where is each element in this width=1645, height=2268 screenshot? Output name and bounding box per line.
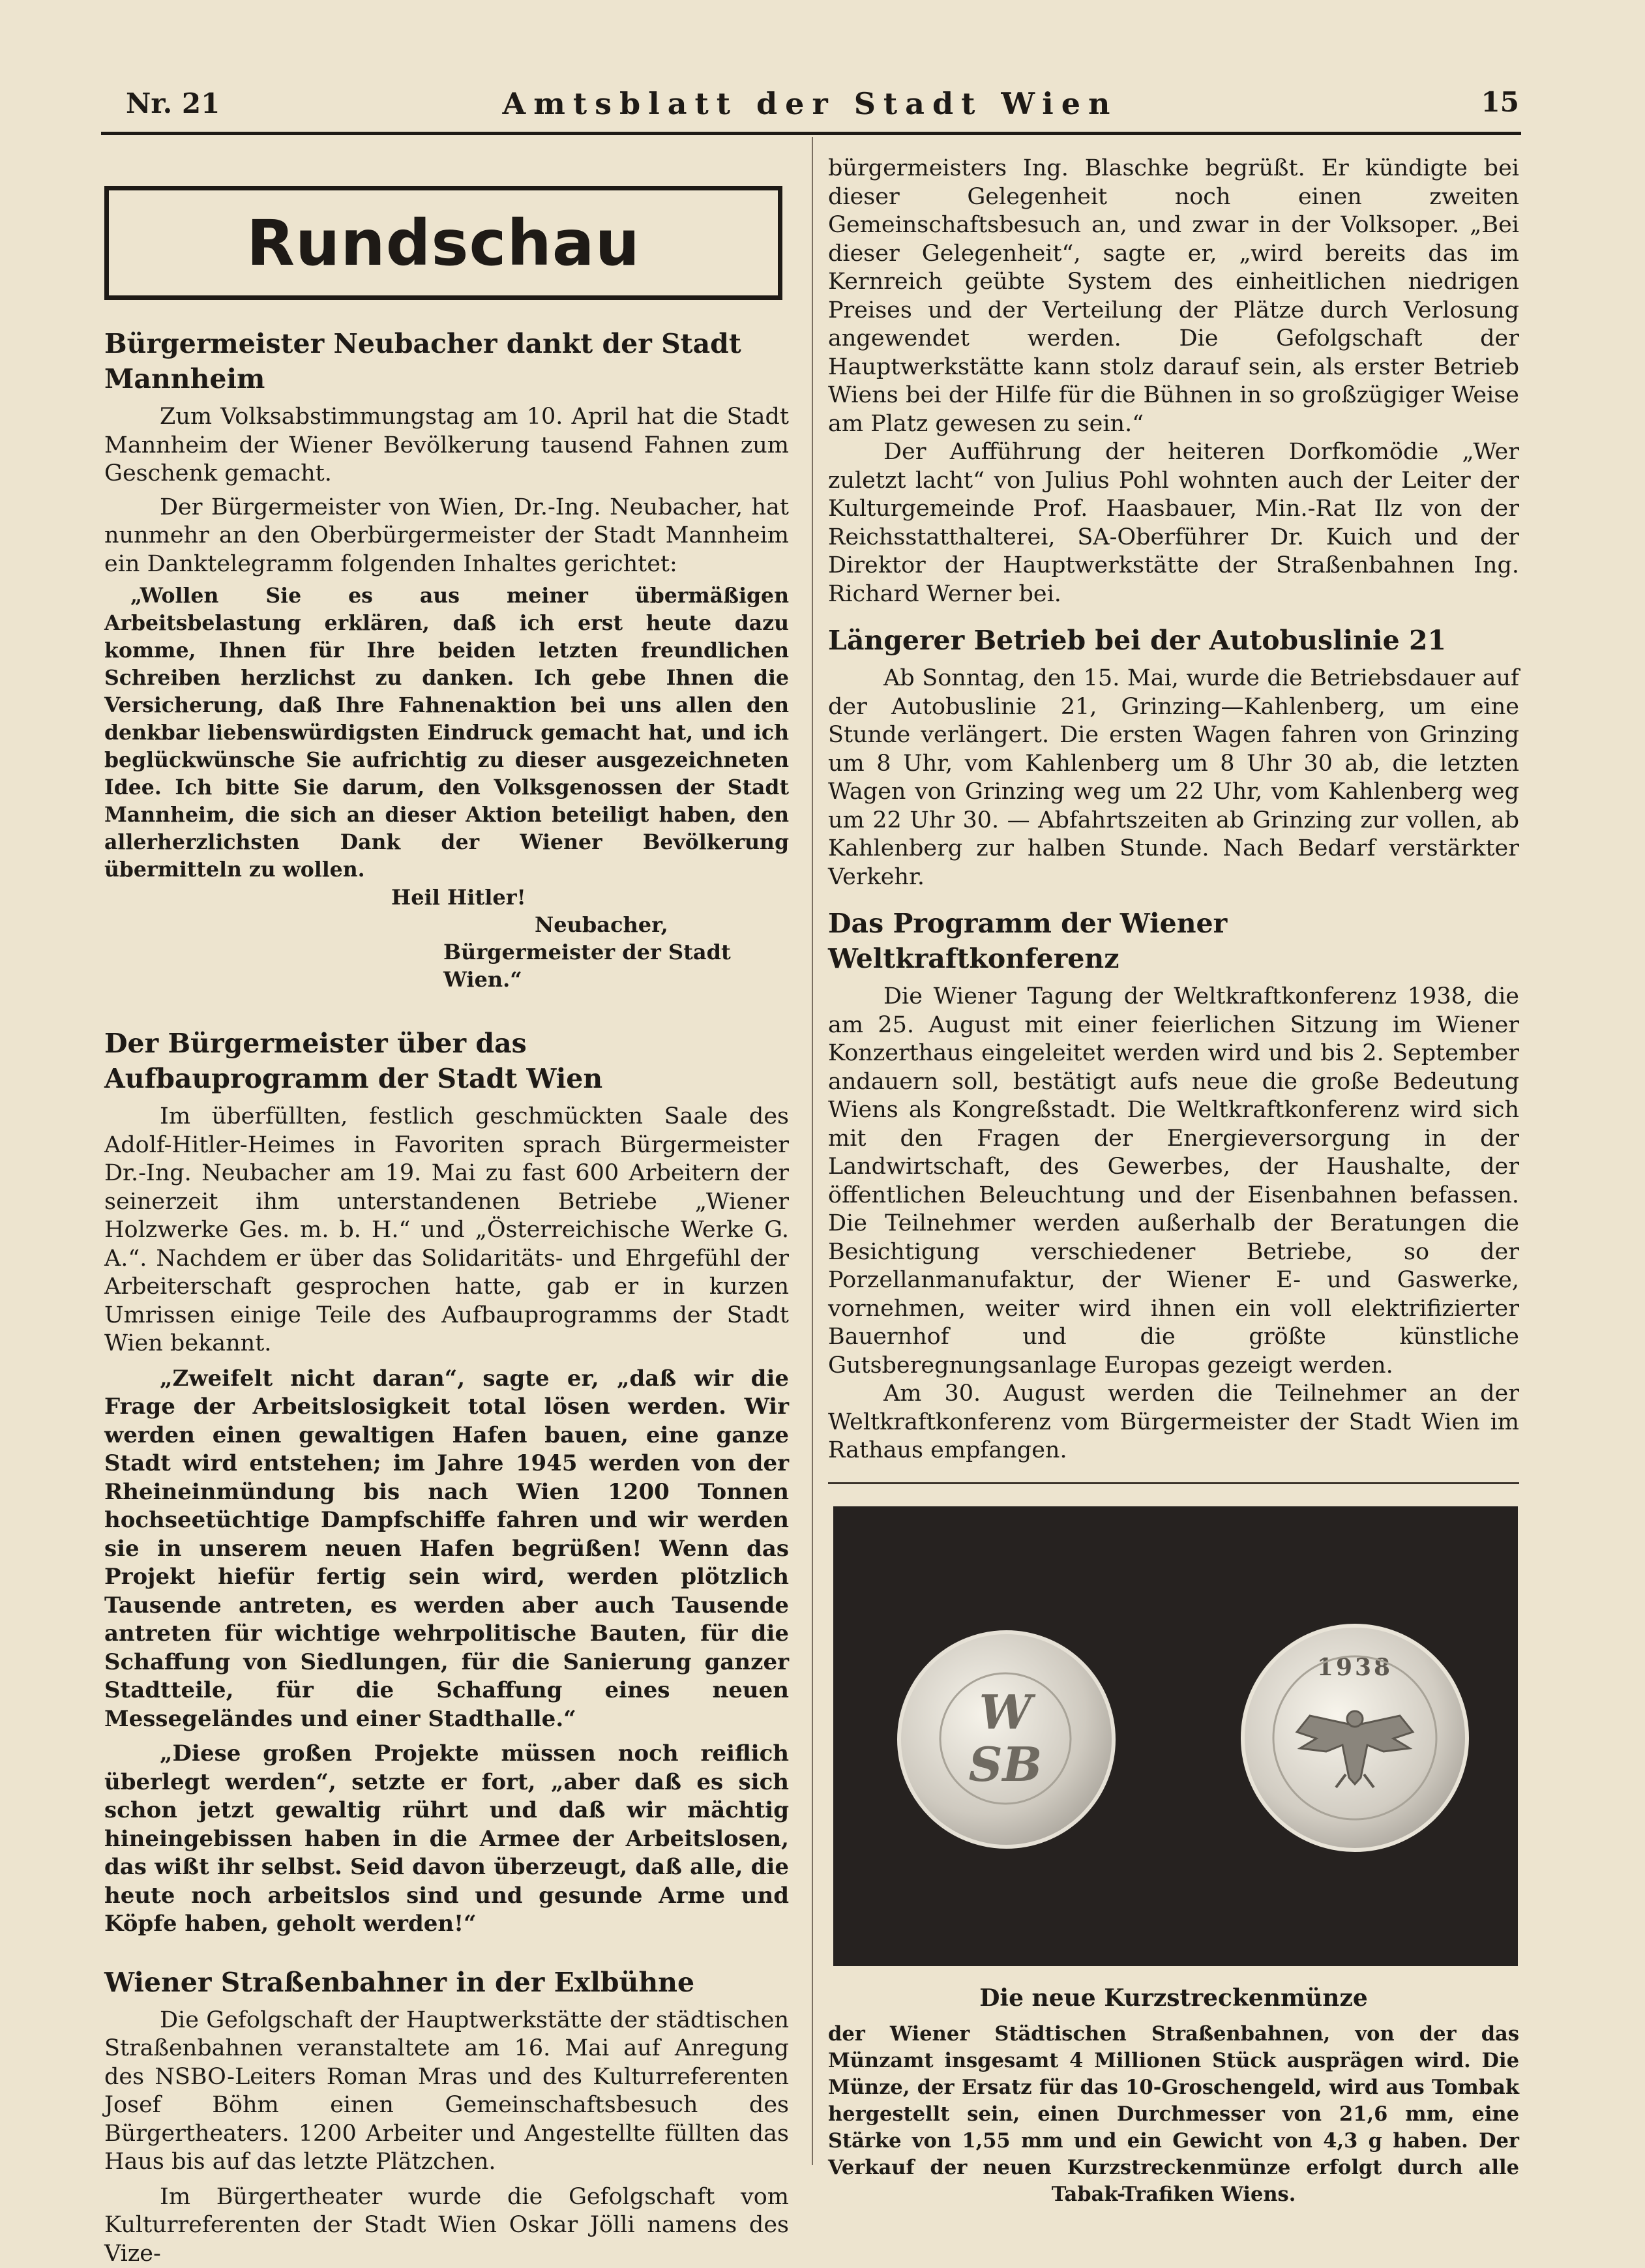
article-paragraph: Der Aufführung der heiteren Dorfkomödie „Wer zuletzt lacht“ von Julius Pohl wohnten auch der Leiter der Kulturgemeinde Prof. Haasbauer, Min.-Rat Ilz von der Reichsstatthalterei, SA-Oberführer Dr. Kuich und der Direktor der Hauptwerkstätte der Straßenbahnen Ing. Richard Werner bei. <box>828 438 1519 608</box>
article-paragraph: Im überfüllten, festlich geschmückten Saale des Adolf-Hitler-Heimes in Favoriten sprach Bürgermeister Dr.-Ing. Neubacher am 19. Mai zu fast 600 Arbeitern der seinerzeit ihm unterstandenen Betriebe „Wiener Holzwerke Ges. m. b. H.“ und „Österreichische Werke G. A.“. Nachdem er über das Solidaritäts- und Ehrgefühl der Arbeiterschaft gesprochen hatte, gab er in kurzen Umrissen einige Teile des Aufbauprogramms der Stadt Wien bekannt. <box>104 1103 789 1358</box>
article-paragraph: Die Wiener Tagung der Weltkraftkonferenz 1938, die am 25. August mit einer feierlichen Sitzung im Wiener Konzerthaus eingeleitet werden wird und bis 2. September andauern soll, bestätigt aufs neue die große Bedeutung Wiens als Kongreßstadt. Die Weltkraftkonferenz wird sich mit den Fragen der Energieversorgung in der Landwirtschaft, des Gewerbes, der Haushalte, der öffentlichen Beleuchtung und der Eisenbahnen befassen. Die Teilnehmer werden außerhalb der Beratungen die Besichtigung verschiedener Betriebe, so der Porzellanmanufaktur, der Wiener E- und Gaswerke, vornehmen, weiter wird ihnen ein voll elektrifizierter Bauernhof und die größte künstliche Gutsberegnungsanlage Europas gezeigt werden. <box>828 983 1519 1380</box>
article-title-mannheim: Bürgermeister Neubacher dankt der Stadt Mannheim <box>104 326 789 396</box>
monogram-icon <box>937 1670 1074 1807</box>
publication-title: Amtsblatt der Stadt Wien <box>101 86 1519 121</box>
page-number: 15 <box>1481 86 1519 118</box>
page-header <box>101 78 1519 130</box>
article-title-autobuslinie: Längerer Betrieb bei der Autobuslinie 21 <box>828 623 1519 658</box>
column-divider <box>812 137 813 2165</box>
article-paragraph: Zum Volksabstimmungstag am 10. April hat die Stadt Mannheim der Wiener Bevölkerung tausend Fahnen zum Geschenk gemacht. <box>104 403 789 488</box>
eagle-icon <box>1271 1654 1439 1822</box>
article-paragraph: Am 30. August werden die Teilnehmer an der Weltkraftkonferenz vom Bürgermeister der Stadt Wien im Rathaus empfangen. <box>828 1380 1519 1465</box>
article-title-weltkraftkonferenz: Das Programm der Wiener Weltkraftkonferenz <box>828 906 1519 976</box>
telegram-signature-name: Neubacher, <box>535 911 789 938</box>
article-paragraph: bürgermeisters Ing. Blaschke begrüßt. Er kündigte bei dieser Gelegenheit noch einen zweiten Gemeinschaftsbesuch an, und zwar in der Volksoper. „Bei dieser Gelegenheit“, sagte er, „wird bereits das im Kernreich geübte System des einheitlichen niedrigen Preises und der Verteilung der Plätze durch Verlosung angewendet werden. Die Gefolgschaft der Hauptwerkstätte kann stolz darauf sein, als erster Betrieb Wiens bei der Hilfe für die Bühnen in so großzügiger Weise am Platz gewesen zu sein.“ <box>828 155 1519 438</box>
photo-caption-title: Die neue Kurzstreckenmünze <box>828 1984 1519 2012</box>
article-paragraph: Die Gefolgschaft der Hauptwerkstätte der städtischen Straßenbahnen veranstaltete am 16. Mai auf Anregung des NSBO-Leiters Roman Mras und des Kulturreferenten Josef Böhm einen Gemeinschaftsbesuch des Bürgertheaters. 1200 Arbeiter und Angestellte füllten das Haus bis auf das letzte Plätzchen. <box>104 2007 789 2177</box>
photo-separator <box>828 1482 1519 1484</box>
issue-number: Nr. 21 <box>126 87 220 119</box>
article-paragraph: Ab Sonntag, den 15. Mai, wurde die Betriebsdauer auf der Autobuslinie 21, Grinzing—Kahlenberg, um eine Stunde verlängert. Die ersten Wagen fahren von Grinzing um 8 Uhr, vom Kahlenberg um 8 Uhr 30 ab, die letzten Wagen von Grinzing weg um 22 Uhr, vom Kahlenberg weg um 22 Uhr 30. — Abfahrtszeiten ab Grinzing zur vollen, ab Kahlenberg zur halben Stunde. Nach Bedarf verstärkter Verkehr. <box>828 664 1519 891</box>
coin-front <box>897 1630 1116 1849</box>
right-column <box>828 134 1519 2208</box>
speech-quote: „Zweifelt nicht daran“, sagte er, „daß wir die Frage der Arbeitslosigkeit total lösen werden. Wir werden einen gewaltigen Hafen bauen, eine ganze Stadt wird entstehen; im Jahre 1945 werden von der Rheineinmündung bis nach Wien 1200 Tonnen hochseetüchtige Dampfschiffe fahren und wir werden sie in unserem neuen Hafen begrüßen! Wenn das Projekt hiefür fertig sein wird, werden plötzlich Tausende antreten, es werden aber auch Tausende antreten für wichtige wehrpolitische Bauten, für die Schaffung von Siedlungen, für die Sanierung ganzer Stadtteile, für die Schaffung eines neuen Messegeländes und einer Stadthalle.“ <box>104 1365 789 1734</box>
coin-monogram-bottom: SB <box>969 1737 1043 1792</box>
coin-back <box>1241 1624 1469 1852</box>
article-paragraph: Der Bürgermeister von Wien, Dr.-Ing. Neubacher, hat nunmehr an den Oberbürgermeister der Stadt Mannheim ein Danktelegramm folgenden Inhaltes gerichtet: <box>104 494 789 579</box>
telegram-greeting: Heil Hitler! <box>391 884 789 911</box>
telegram-signature-title: Bürgermeister der Stadt Wien.“ <box>443 938 789 993</box>
article-paragraph: Im Bürgertheater wurde die Gefolgschaft vom Kulturreferenten der Stadt Wien Oskar Jölli namens des Vize- <box>104 2183 789 2268</box>
photo-caption-text: der Wiener Städtischen Straßenbahnen, von der das Münzamt insgesamt 4 Millionen Stück ausprägen wird. Die Münze, der Ersatz für das 10-Groschengeld, wird aus Tombak hergestellt sein, einen Durchmesser von 21,6 mm, eine Stärke von 1,55 mm und ein Gewicht von 4,3 g haben. Der Verkauf der neuen Kurzstreckenmünze erfolgt durch alle Tabak-Trafiken Wiens. <box>828 2021 1519 2208</box>
article-title-exlbuehne: Wiener Straßenbahner in der Exlbühne <box>104 1965 789 2000</box>
telegram-text: „Wollen Sie es aus meiner übermäßigen Arbeitsbelastung erklären, daß ich erst heute dazu komme, Ihnen für Ihre beiden letzten freundlichen Schreiben herzlichst zu danken. Ich gebe Ihnen die Versicherung, daß Ihre Fahnenaktion bei uns allen den denkbar liebenswürdigsten Eindruck gemacht hat, und ich beglückwünsche Sie aufrichtig zu dieser ausgezeichneten Idee. Ich bitte Sie darum, den Volksgenossen der Stadt Mannheim, die sich an dieser Aktion beteiligt haben, den allerherzlichsten Dank der Wiener Bevölkerung übermitteln zu wollen. <box>104 582 789 884</box>
coin-year: 1938 <box>1245 1654 1465 1681</box>
left-column <box>104 134 789 2268</box>
section-title: Rundschau <box>246 207 640 280</box>
coin-monogram-top: W <box>979 1684 1036 1740</box>
coin-photo <box>833 1506 1518 1966</box>
speech-quote: „Diese großen Projekte müssen noch reiflich überlegt werden“, setzte er fort, „aber daß es sich schon jetzt gewaltig rührt und daß wir mächtig hineingebissen haben in die Armee der Arbeitslosen, das wißt ihr selbst. Seid davon überzeugt, daß alle, die heute noch arbeitslos sind und gesunde Arme und Köpfe haben, geholt werden!“ <box>104 1740 789 1939</box>
section-title-box <box>104 186 782 300</box>
article-title-aufbauprogramm: Der Bürgermeister über das Aufbauprogramm der Stadt Wien <box>104 1026 789 1096</box>
